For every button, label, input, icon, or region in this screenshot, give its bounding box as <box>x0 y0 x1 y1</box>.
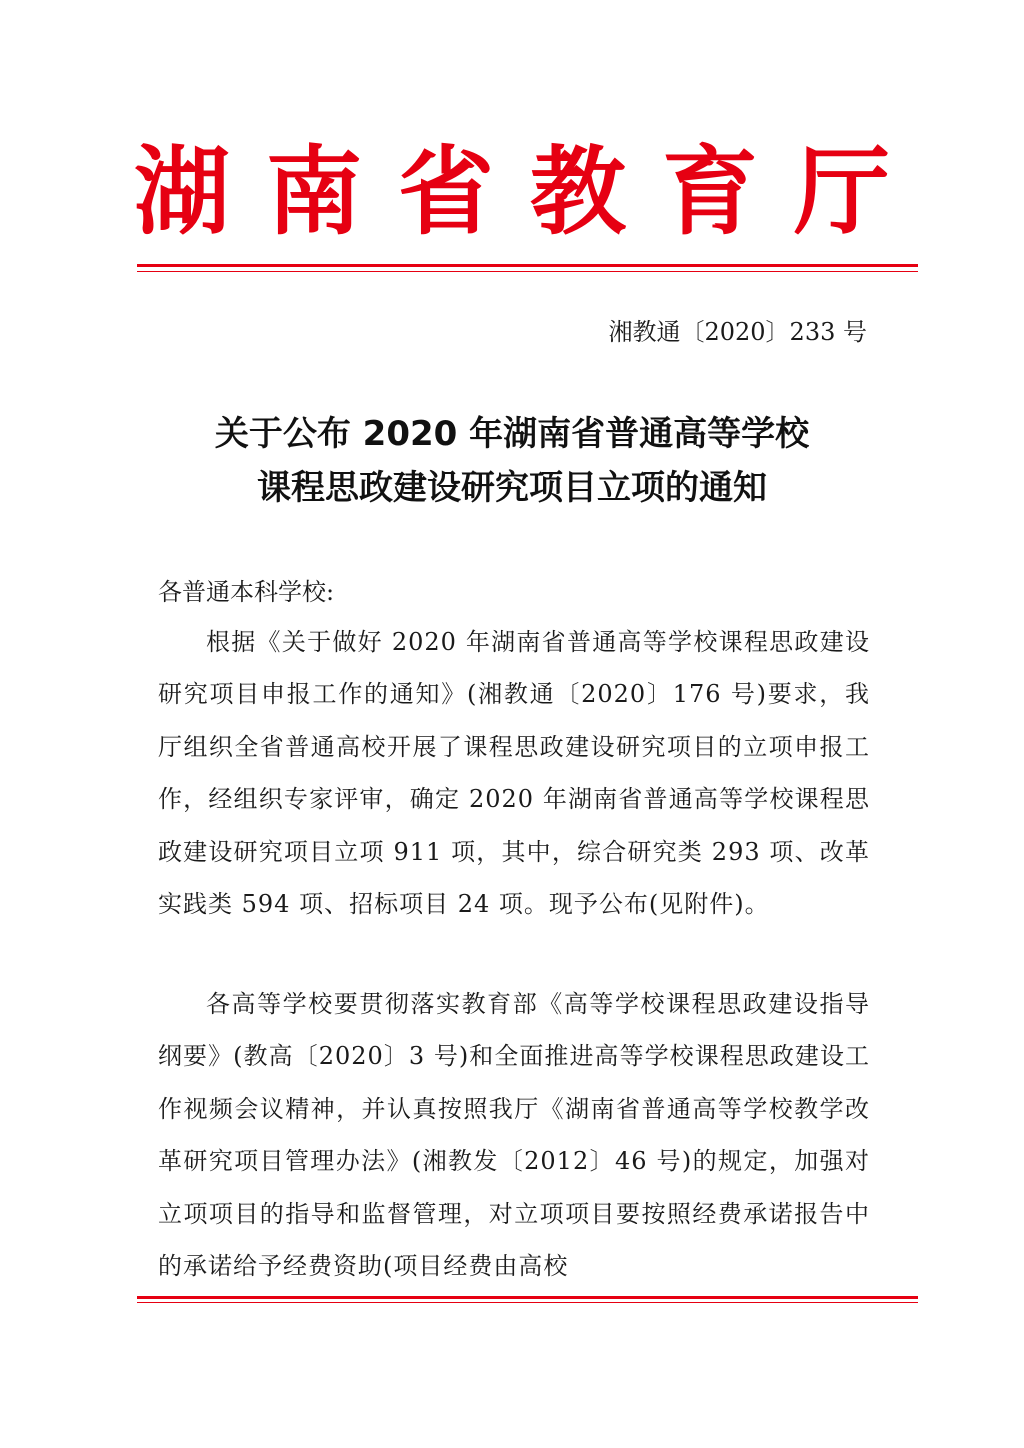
footer-red-rule-thick <box>137 1296 918 1299</box>
masthead-red-rule-thin <box>137 271 918 272</box>
document-title-line-2: 课程思政建设研究项目立项的通知 <box>257 468 767 508</box>
body-paragraph-2: 各高等学校要贯彻落实教育部《高等学校课程思政建设指导纲要》(教高〔2020〕3 号)和全面推进高等学校课程思政建设工作视频会议精神，并认真按照我厅《湖南省普通高等学校教学改革研究项目管理办法》(湘教发〔2012〕46 号)的规定，加强对立项项目的指导和监督管理，对立项项目要按照经费承诺报告中的承诺给予经费资助(项目经费由高校 <box>158 990 870 1281</box>
document-number: 湘教通〔2020〕233 号 <box>608 318 867 346</box>
masthead-red-rule-thick <box>137 264 918 267</box>
document-title-line-1: 关于公布 2020 年湖南省普通高等学校 <box>214 414 810 454</box>
footer-red-rule-thin <box>137 1302 918 1303</box>
masthead-org-name: 湖南省教育厅 <box>134 135 926 248</box>
body-paragraph-1: 根据《关于做好 2020 年湖南省普通高等学校课程思政建设研究项目申报工作的通知》(湘教通〔2020〕176 号)要求，我厅组织全省普通高校开展了课程思政建设研究项目的立项申报工作，经组织专家评审，确定 2020 年湖南省普通高等学校课程思政建设研究项目立项 911 项，其中，综合研究类 293 项、改革实践类 594 项、招标项目 24 项。现予公布(见附件)。 <box>158 628 870 919</box>
salutation: 各普通本科学校: <box>158 578 335 606</box>
